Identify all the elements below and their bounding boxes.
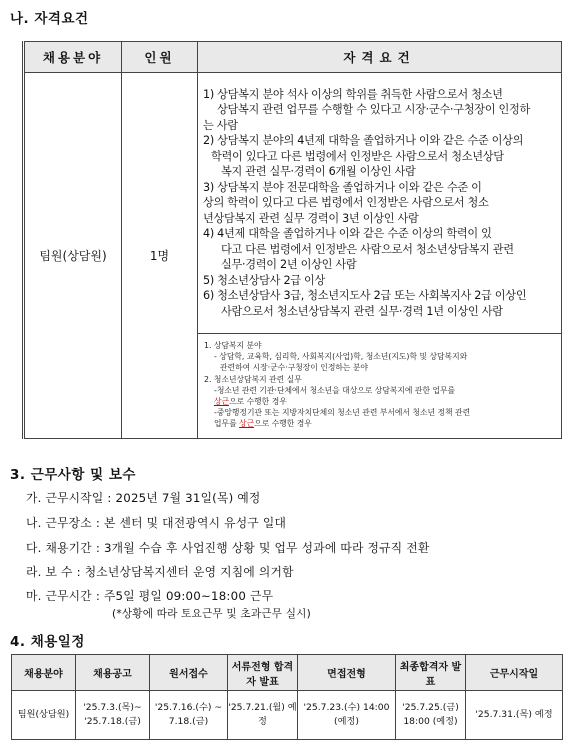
qualification-row [24, 73, 562, 334]
schedule-cell-doc-result: '25.7.21.(월) 예정 [228, 691, 298, 740]
note-2c: -중앙행정기관 또는 지방자치단체의 청소년 관련 부서에서 청소년 정책 관련 [214, 408, 471, 418]
work-location: 나. 근무장소 : 본 센터 및 대전광역시 유성구 일대 [26, 516, 287, 530]
schedule-cell-interview: '25.7.23.(수) 14:00 (예정) [298, 691, 396, 740]
section-title-work: 3. 근무사항 및 보수 [10, 467, 136, 483]
condition-4: 4) 4년제 대학을 졸업하거나 이와 같은 수준 이상의 학력이 있 다고 다른 법령에서 인정받은 사람으로서 청소년상담복지 관련 실무·경력이 2년 이상인 사람 [203, 227, 514, 272]
schedule-header-notice: 채용공고 [76, 655, 150, 691]
note-2b: 상근으로 수행한 경우 [214, 397, 287, 407]
note-1b: 관련하여 시장·군수·구청장이 인정하는 분야 [220, 363, 368, 373]
qualification-header-row [24, 42, 562, 73]
header-requirements: 자격요건 [198, 42, 562, 73]
schedule-header-row [12, 655, 563, 691]
header-count: 인원 [122, 42, 198, 73]
section-title-qualifications: 나. 자격요건 [10, 11, 89, 27]
conditions-cell [198, 73, 562, 334]
work-hours: 마. 근무시간 : 주5일 평일 09:00~18:00 근무 [26, 589, 274, 603]
note-1: 1. 상담복지 분야 [204, 341, 262, 350]
schedule-header-doc-result: 서류전형 합격자 발표 [228, 655, 298, 691]
schedule-cell-field: 팀원(상담원) [12, 691, 76, 740]
count-cell: 1명 [122, 73, 198, 439]
note-2d: 업무를 상근으로 수행한 경우 [214, 419, 312, 429]
header-field: 채용분야 [24, 42, 122, 73]
schedule-row [12, 691, 563, 740]
schedule-cell-start: '25.7.31.(목) 예정 [466, 691, 563, 740]
schedule-header-field: 채용분야 [12, 655, 76, 691]
work-period: 다. 채용기간 : 3개월 수습 후 사업진행 상황 및 업무 성과에 따라 정규직 전환 [26, 541, 430, 555]
note-1a: - 상담학, 교육학, 심리학, 사회복지(사업)학, 청소년(지도)학 및 상담복지와 [214, 352, 468, 362]
condition-1: 1) 상담복지 분야 석사 이상의 학위를 취득한 사람으로서 청소년 상담복지 관련 업무를 수행할 수 있다고 시장·군수·구청장이 인정하 는 사람 [203, 87, 530, 132]
schedule-table [11, 654, 563, 740]
qualification-table [22, 41, 562, 439]
schedule-header-final: 최종합격자 발표 [396, 655, 466, 691]
schedule-header-application: 원서접수 [150, 655, 228, 691]
schedule-cell-notice: '25.7.3.(목)~ '25.7.18.(금) [76, 691, 150, 740]
note-2a: -청소년 관련 기관·단체에서 청소년을 대상으로 상담복지에 관한 업무를 [214, 385, 456, 395]
work-start-date: 가. 근무시작일 : 2025년 7월 31일(목) 예정 [26, 491, 261, 505]
section-title-schedule: 4. 채용일정 [10, 634, 85, 650]
schedule-cell-final: '25.7.25.(금) 18:00 (예정) [396, 691, 466, 740]
schedule-header-interview: 면접전형 [298, 655, 396, 691]
work-salary: 라. 보 수 : 청소년상담복지센터 운영 지침에 의거함 [26, 565, 294, 579]
condition-5: 5) 청소년상담사 2급 이상 [203, 273, 326, 287]
condition-3: 3) 상담복지 분야 전문대학을 졸업하거나 이와 같은 수준 이 상의 학력이 있다고 다른 법령에서 인정받은 사람으로서 청소 년상담복지 관련 실무 경력이 3년 이상인 사람 [203, 180, 489, 225]
condition-6: 6) 청소년상담사 3급, 청소년지도사 2급 또는 사회복지사 2급 이상인 사람으로서 청소년상담복지 관련 실무·경력 1년 이상인 사람 [203, 289, 527, 318]
condition-2: 2) 상담복지 분야의 4년제 대학을 졸업하거나 이와 같은 수준 이상의 학력이 있다고 다른 법령에서 인정받은 사람으로서 청소년상담 복지 관련 실무·경력이 6개월 이상인 사람 [203, 134, 524, 179]
schedule-header-start: 근무시작일 [466, 655, 563, 691]
schedule-cell-application: '25.7.16.(수) ~ 7.18.(금) [150, 691, 228, 740]
field-cell: 팀원(상담원) [24, 73, 122, 439]
notes-cell [198, 334, 562, 439]
note-2: 2. 청소년상담복지 관련 실무 [204, 374, 302, 384]
work-hours-note: (*상황에 따라 토요근무 및 초과근무 실시) [112, 608, 311, 620]
